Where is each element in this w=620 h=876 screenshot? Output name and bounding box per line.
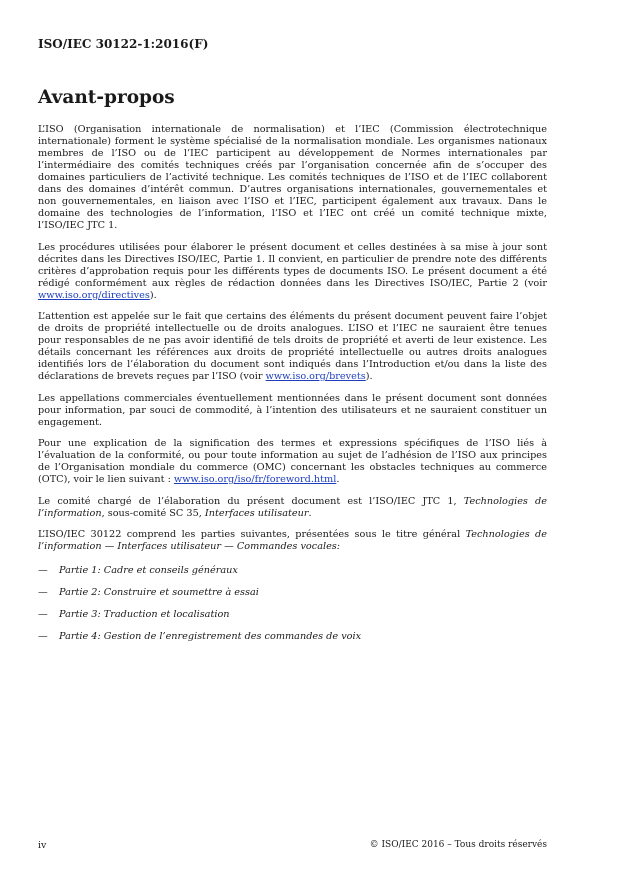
paragraph-conformity [38, 438, 547, 486]
paragraph-text-end: ). [149, 289, 157, 301]
dash-bullet: — [38, 631, 48, 642]
paragraph-procedures [38, 242, 547, 302]
paragraph-iso-iec-intro: L’ISO (Organisation internationale de normalisation) et l’IEC (Commission électrotechnique internationale) forment le système spécialisé de la normalisation mondiale. Les organismes nationaux membres de l’ISO ou de l’IEC participent au développement de Normes internationales par l’intermédiaire des comités techniques créés par l’organisation concernée afin de s’occuper des domaines particuliers de l’activité technique. Les comités techniques de l’ISO et de l’IEC collaborent dans des domaines d’intérêt commun. D’autres organisations internationales, gouvernementales et non gouvernementales, en liaison avec l’ISO et l’IEC, participent également aux travaux. Dans le domaine des technologies de l’information, l’ISO et l’IEC ont créé un comité technique mixte, l’ISO/IEC JTC 1. [38, 124, 547, 231]
directives-link[interactable]: www.iso.org/directives [38, 289, 150, 301]
part-label: Partie 4: Gestion de l’enregistrement des commandes de voix [59, 631, 362, 642]
page-title: Avant-propos [38, 87, 175, 108]
paragraph-patents [38, 311, 547, 383]
foreword-link[interactable]: www.iso.org/iso/fr/foreword.html [173, 474, 337, 485]
document-id-header: ISO/IEC 30122-1:2016(F) [38, 37, 209, 51]
paragraph-text: L’attention est appelée sur le fait que certains des éléments du présent document peuvent faire l’objet de droits de propriété intellectuelle ou de droits analogues. L’ISO et l’IEC ne sauraient être tenues pour responsables de ne pas avoir identifié de tels droits de propriété et averti de leur existence. Les détails concernant les références aux droits de propriété intellectuelle ou autres droits analogues identifiés lors de l’élaboration du document sont indiqués dans l’Introduction et/ou dans la liste des déclarations de brevets reçues par l’ISO (voir [38, 311, 547, 382]
parts-list [38, 565, 547, 643]
dash-bullet: — [38, 609, 48, 620]
paragraph-text-mid: , sous-comité SC 35, [101, 507, 205, 519]
patents-link[interactable]: www.iso.org/brevets [265, 371, 366, 382]
part-label: Partie 3: Traduction et localisation [59, 609, 230, 620]
general-title: Technologies de l’information — Interfaces utilisateur — Commandes vocales: [38, 529, 547, 552]
subcommittee-name: Interfaces utilisateur [204, 507, 309, 519]
paragraph-parts-intro [38, 529, 547, 553]
paragraph-text: Les procédures utilisées pour élaborer le présent document et celles destinées à sa mise à jour sont décrites dans les Directives ISO/IEC, Partie 1. Il convient, en particulier de prendre note des différents critères d’approbation requis pour les différents types de documents ISO. Le présent document a été rédigé conformément aux règles de rédaction données dans les Directives ISO/IEC, Partie 2 (voir [38, 241, 547, 289]
paragraph-text-end: . [308, 507, 312, 519]
list-item [38, 587, 547, 599]
page-number: iv [38, 840, 47, 851]
part-label: Partie 2: Construire et soumettre à essai [59, 587, 259, 598]
paragraph-committee [38, 496, 547, 520]
list-item [38, 565, 547, 577]
dash-bullet: — [38, 565, 48, 576]
committee-name: Technologies de l’information [38, 495, 547, 519]
paragraph-text: Pour une explication de la signification des termes et expressions spécifiques de l’ISO liés à l’évaluation de la conformité, ou pour toute information au sujet de l’adhésion de l’ISO aux principes de l’Organisation mondiale du commerce (OMC) concernant les obstacles techniques au commerce (OTC), voir le lien suivant : [38, 438, 547, 485]
dash-bullet: — [38, 587, 48, 598]
paragraph-text-end: . [336, 474, 340, 485]
paragraph-text: L’ISO/IEC 30122 comprend les parties suivantes, présentées sous le titre général [38, 529, 466, 540]
part-label: Partie 1: Cadre et conseils généraux [59, 565, 238, 576]
paragraph-text: Le comité chargé de l’élaboration du présent document est l’ISO/IEC JTC 1, [38, 495, 464, 507]
copyright-notice: © ISO/IEC 2016 – Tous droits réservés [369, 840, 547, 850]
foreword-body [38, 124, 547, 653]
list-item [38, 631, 547, 643]
paragraph-text-end: ). [365, 371, 373, 382]
paragraph-trade-names: Les appellations commerciales éventuellement mentionnées dans le présent document sont données pour information, par souci de commodité, à l’intention des utilisateurs et ne sauraient constituer un engagement. [38, 392, 547, 428]
list-item [38, 609, 547, 621]
